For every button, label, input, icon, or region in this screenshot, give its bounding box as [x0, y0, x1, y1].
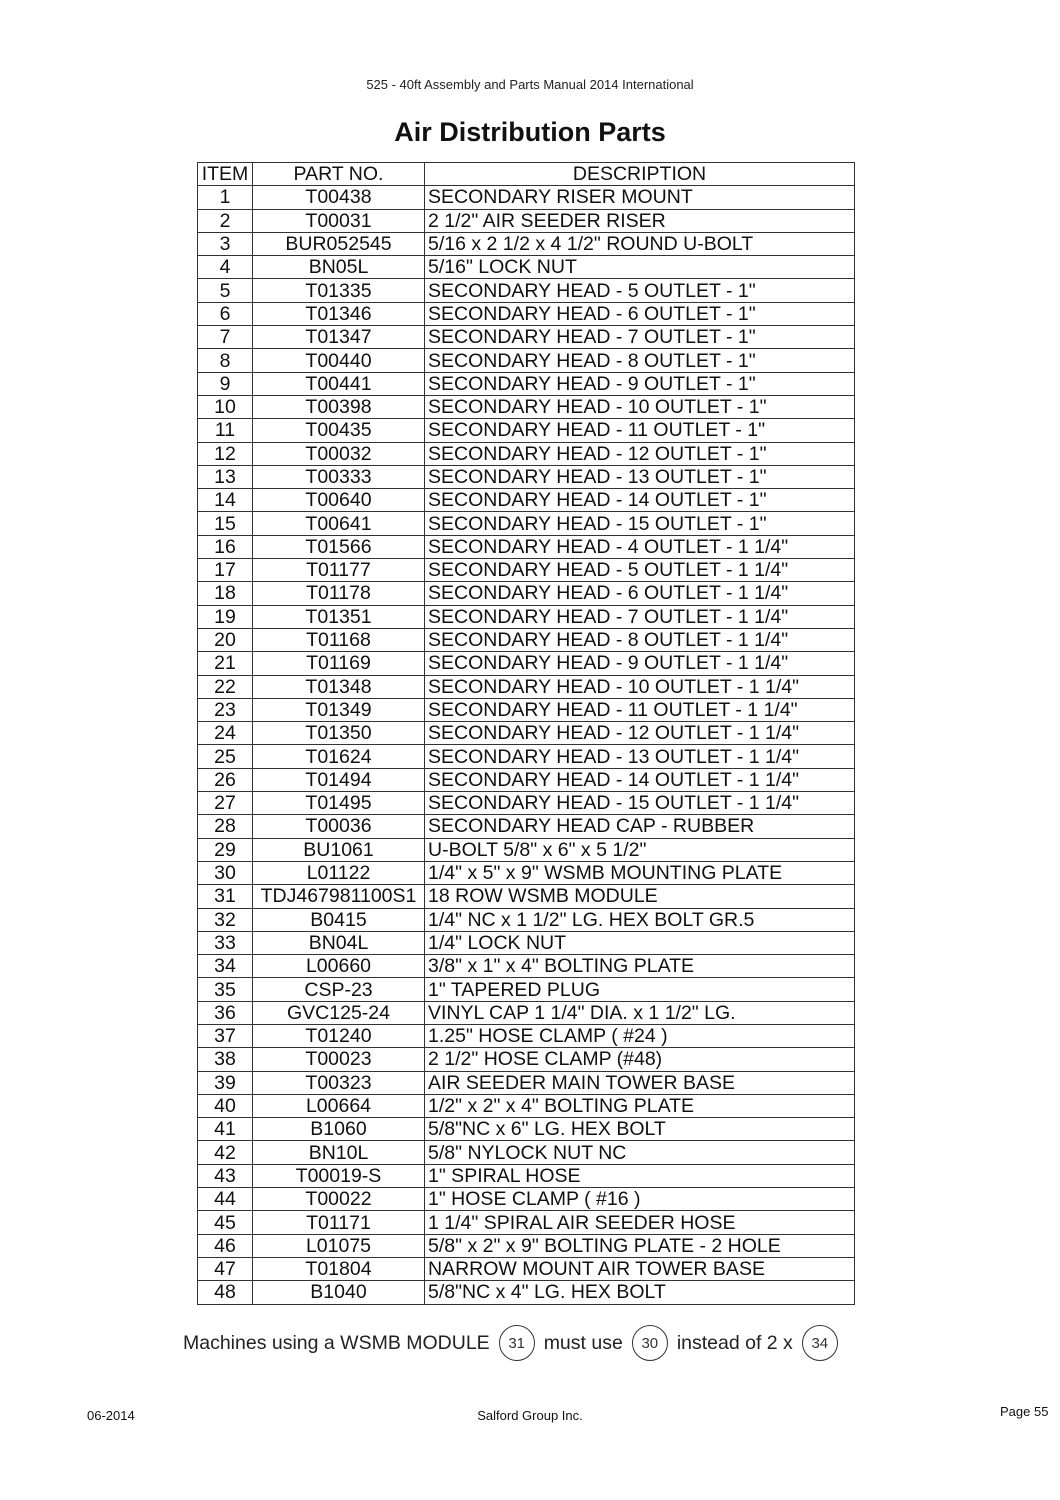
description: SECONDARY HEAD - 14 OUTLET - 1" [425, 489, 855, 512]
part-number: T00333 [253, 465, 425, 488]
table-row [198, 768, 855, 791]
description: 1 1/4" SPIRAL AIR SEEDER HOSE [425, 1211, 855, 1234]
table-row [198, 605, 855, 628]
table-row [198, 302, 855, 325]
description: SECONDARY HEAD - 12 OUTLET - 1" [425, 442, 855, 465]
item-number: 46 [198, 1234, 253, 1257]
table-row [198, 652, 855, 675]
table-row [198, 861, 855, 884]
table-row [198, 489, 855, 512]
description: 1" TAPERED PLUG [425, 978, 855, 1001]
part-number: BN10L [253, 1141, 425, 1164]
column-header-part-no: PART NO. [253, 163, 425, 186]
part-number: T00036 [253, 815, 425, 838]
table-row [198, 465, 855, 488]
table-row [198, 186, 855, 209]
table-row [198, 1234, 855, 1257]
description: SECONDARY HEAD - 9 OUTLET - 1 1/4" [425, 652, 855, 675]
description: NARROW MOUNT AIR TOWER BASE [425, 1257, 855, 1280]
item-number: 38 [198, 1048, 253, 1071]
table-row [198, 582, 855, 605]
description: 5/8" NYLOCK NUT NC [425, 1141, 855, 1164]
description: SECONDARY HEAD - 9 OUTLET - 1" [425, 372, 855, 395]
part-number: T01169 [253, 652, 425, 675]
part-number: T01335 [253, 279, 425, 302]
part-number: L00660 [253, 955, 425, 978]
description: U-BOLT 5/8" x 6" x 5 1/2" [425, 838, 855, 861]
item-number: 32 [198, 908, 253, 931]
part-number: T01351 [253, 605, 425, 628]
note-text-2: must use [543, 1331, 623, 1354]
item-number: 13 [198, 465, 253, 488]
part-number: T00023 [253, 1048, 425, 1071]
description: 1.25" HOSE CLAMP ( #24 ) [425, 1024, 855, 1047]
description: SECONDARY HEAD - 6 OUTLET - 1" [425, 302, 855, 325]
item-number: 2 [198, 209, 253, 232]
part-number: L01122 [253, 861, 425, 884]
part-number: B1060 [253, 1118, 425, 1141]
item-number: 33 [198, 931, 253, 954]
description: SECONDARY HEAD - 7 OUTLET - 1" [425, 326, 855, 349]
part-number: T01347 [253, 326, 425, 349]
description: 5/8" x 2" x 9" BOLTING PLATE - 2 HOLE [425, 1234, 855, 1257]
item-number: 30 [198, 861, 253, 884]
item-number: 19 [198, 605, 253, 628]
part-number: TDJ467981100S1 [253, 885, 425, 908]
item-number: 28 [198, 815, 253, 838]
part-number: T01350 [253, 722, 425, 745]
description: VINYL CAP 1 1/4" DIA. x 1 1/2" LG. [425, 1001, 855, 1024]
item-number: 41 [198, 1118, 253, 1141]
table-row [198, 349, 855, 372]
description: SECONDARY RISER MOUNT [425, 186, 855, 209]
item-number: 26 [198, 768, 253, 791]
table-row [198, 559, 855, 582]
table-row [198, 1048, 855, 1071]
item-number: 12 [198, 442, 253, 465]
part-number: BU1061 [253, 838, 425, 861]
footer-date: 06-2014 [87, 1408, 135, 1423]
part-number: T00640 [253, 489, 425, 512]
description: SECONDARY HEAD - 7 OUTLET - 1 1/4" [425, 605, 855, 628]
part-number: GVC125-24 [253, 1001, 425, 1024]
description: 5/8"NC x 6" LG. HEX BOLT [425, 1118, 855, 1141]
item-number: 48 [198, 1281, 253, 1304]
table-row [198, 698, 855, 721]
description: 1" SPIRAL HOSE [425, 1164, 855, 1187]
description: 1/2" x 2" x 4" BOLTING PLATE [425, 1094, 855, 1117]
item-number: 10 [198, 395, 253, 418]
part-number: T00022 [253, 1188, 425, 1211]
item-number: 21 [198, 652, 253, 675]
note-text-1: Machines using a WSMB MODULE [183, 1331, 490, 1354]
item-number: 34 [198, 955, 253, 978]
table-row [198, 745, 855, 768]
table-row [198, 209, 855, 232]
description: SECONDARY HEAD - 13 OUTLET - 1" [425, 465, 855, 488]
table-row [198, 675, 855, 698]
item-number: 35 [198, 978, 253, 1001]
description: 5/8"NC x 4" LG. HEX BOLT [425, 1281, 855, 1304]
item-number: 8 [198, 349, 253, 372]
description: 1/4" x 5" x 9" WSMB MOUNTING PLATE [425, 861, 855, 884]
description: SECONDARY HEAD - 11 OUTLET - 1" [425, 419, 855, 442]
item-number: 3 [198, 232, 253, 255]
table-row [198, 512, 855, 535]
item-number: 36 [198, 1001, 253, 1024]
part-number: T01171 [253, 1211, 425, 1234]
description: SECONDARY HEAD - 10 OUTLET - 1 1/4" [425, 675, 855, 698]
table-row [198, 256, 855, 279]
part-number: BUR052545 [253, 232, 425, 255]
callout-34: 34 [802, 1325, 838, 1361]
table-row [198, 279, 855, 302]
part-number: T01348 [253, 675, 425, 698]
item-number: 45 [198, 1211, 253, 1234]
table-row [198, 1071, 855, 1094]
item-number: 29 [198, 838, 253, 861]
table-row [198, 1164, 855, 1187]
item-number: 1 [198, 186, 253, 209]
part-number: T01346 [253, 302, 425, 325]
table-row [198, 931, 855, 954]
table-row [198, 955, 855, 978]
description: SECONDARY HEAD - 8 OUTLET - 1" [425, 349, 855, 372]
item-number: 43 [198, 1164, 253, 1187]
description: SECONDARY HEAD - 13 OUTLET - 1 1/4" [425, 745, 855, 768]
table-row [198, 815, 855, 838]
description: SECONDARY HEAD - 5 OUTLET - 1 1/4" [425, 559, 855, 582]
manual-title: 525 - 40ft Assembly and Parts Manual 2014 International [366, 77, 694, 92]
item-number: 11 [198, 419, 253, 442]
part-number: BN05L [253, 256, 425, 279]
part-number: T00398 [253, 395, 425, 418]
table-row [198, 1141, 855, 1164]
table-row [198, 395, 855, 418]
description: 2 1/2" AIR SEEDER RISER [425, 209, 855, 232]
part-number: T01494 [253, 768, 425, 791]
item-number: 24 [198, 722, 253, 745]
table-row [198, 978, 855, 1001]
footer-page-number: Page 55 [1000, 1404, 1049, 1419]
part-number: T01168 [253, 628, 425, 651]
description: SECONDARY HEAD - 14 OUTLET - 1 1/4" [425, 768, 855, 791]
part-number: T00031 [253, 209, 425, 232]
parts-table [197, 162, 855, 1305]
item-number: 37 [198, 1024, 253, 1047]
description: SECONDARY HEAD - 15 OUTLET - 1" [425, 512, 855, 535]
table-row [198, 838, 855, 861]
parts-table-body [198, 186, 855, 1304]
item-number: 22 [198, 675, 253, 698]
table-row [198, 1188, 855, 1211]
description: SECONDARY HEAD CAP - RUBBER [425, 815, 855, 838]
table-row [198, 232, 855, 255]
part-number: T01495 [253, 792, 425, 815]
item-number: 39 [198, 1071, 253, 1094]
part-number: T00438 [253, 186, 425, 209]
table-row [198, 1094, 855, 1117]
description: 1/4" LOCK NUT [425, 931, 855, 954]
item-number: 47 [198, 1257, 253, 1280]
item-number: 7 [198, 326, 253, 349]
item-number: 16 [198, 535, 253, 558]
description: 5/16 x 2 1/2 x 4 1/2" ROUND U-BOLT [425, 232, 855, 255]
description: SECONDARY HEAD - 5 OUTLET - 1" [425, 279, 855, 302]
part-number: T00019-S [253, 1164, 425, 1187]
part-number: L00664 [253, 1094, 425, 1117]
item-number: 9 [198, 372, 253, 395]
item-number: 31 [198, 885, 253, 908]
column-header-description: DESCRIPTION [425, 163, 855, 186]
footer-company: Salford Group Inc. [477, 1408, 583, 1423]
table-row [198, 372, 855, 395]
item-number: 44 [198, 1188, 253, 1211]
item-number: 18 [198, 582, 253, 605]
table-row [198, 1281, 855, 1304]
part-number: T00441 [253, 372, 425, 395]
table-row [198, 1118, 855, 1141]
item-number: 15 [198, 512, 253, 535]
part-number: T01177 [253, 559, 425, 582]
item-number: 20 [198, 628, 253, 651]
description: 3/8" x 1" x 4" BOLTING PLATE [425, 955, 855, 978]
item-number: 17 [198, 559, 253, 582]
table-row [198, 1211, 855, 1234]
description: SECONDARY HEAD - 6 OUTLET - 1 1/4" [425, 582, 855, 605]
description: 5/16" LOCK NUT [425, 256, 855, 279]
page-title: Air Distribution Parts [394, 117, 666, 147]
callout-31: 31 [499, 1325, 535, 1361]
part-number: T01566 [253, 535, 425, 558]
part-number: T01240 [253, 1024, 425, 1047]
description: 18 ROW WSMB MODULE [425, 885, 855, 908]
item-number: 40 [198, 1094, 253, 1117]
table-row [198, 326, 855, 349]
column-header-item: ITEM [198, 163, 253, 186]
table-row [198, 535, 855, 558]
table-row [198, 1257, 855, 1280]
part-number: T01624 [253, 745, 425, 768]
item-number: 25 [198, 745, 253, 768]
item-number: 23 [198, 698, 253, 721]
part-number: BN04L [253, 931, 425, 954]
part-number: B1040 [253, 1281, 425, 1304]
description: SECONDARY HEAD - 8 OUTLET - 1 1/4" [425, 628, 855, 651]
table-row [198, 722, 855, 745]
part-number: T00440 [253, 349, 425, 372]
part-number: B0415 [253, 908, 425, 931]
description: SECONDARY HEAD - 10 OUTLET - 1" [425, 395, 855, 418]
table-row [198, 792, 855, 815]
part-number: L01075 [253, 1234, 425, 1257]
note-text-3: instead of 2 x [676, 1331, 793, 1354]
part-number: T01349 [253, 698, 425, 721]
item-number: 14 [198, 489, 253, 512]
description: SECONDARY HEAD - 15 OUTLET - 1 1/4" [425, 792, 855, 815]
item-number: 5 [198, 279, 253, 302]
wsmb-note [183, 1324, 847, 1362]
part-number: T00641 [253, 512, 425, 535]
table-row [198, 442, 855, 465]
description: 1/4" NC x 1 1/2" LG. HEX BOLT GR.5 [425, 908, 855, 931]
table-row [198, 885, 855, 908]
part-number: T01804 [253, 1257, 425, 1280]
item-number: 4 [198, 256, 253, 279]
part-number: T00032 [253, 442, 425, 465]
item-number: 6 [198, 302, 253, 325]
table-row [198, 1001, 855, 1024]
description: SECONDARY HEAD - 11 OUTLET - 1 1/4" [425, 698, 855, 721]
table-row [198, 628, 855, 651]
description: AIR SEEDER MAIN TOWER BASE [425, 1071, 855, 1094]
callout-30: 30 [632, 1325, 668, 1361]
description: 2 1/2" HOSE CLAMP (#48) [425, 1048, 855, 1071]
item-number: 27 [198, 792, 253, 815]
description: SECONDARY HEAD - 12 OUTLET - 1 1/4" [425, 722, 855, 745]
item-number: 42 [198, 1141, 253, 1164]
part-number: T00435 [253, 419, 425, 442]
part-number: CSP-23 [253, 978, 425, 1001]
table-header-row [198, 163, 855, 186]
part-number: T00323 [253, 1071, 425, 1094]
table-row [198, 1024, 855, 1047]
description: SECONDARY HEAD - 4 OUTLET - 1 1/4" [425, 535, 855, 558]
table-row [198, 908, 855, 931]
part-number: T01178 [253, 582, 425, 605]
table-row [198, 419, 855, 442]
description: 1" HOSE CLAMP ( #16 ) [425, 1188, 855, 1211]
